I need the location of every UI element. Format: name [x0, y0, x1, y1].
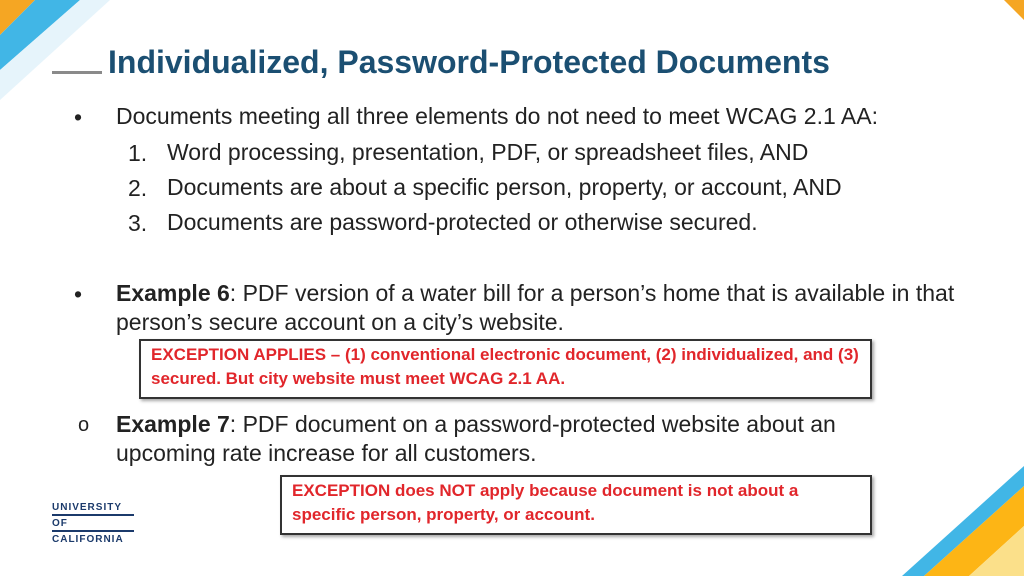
example7-bullet: o: [78, 414, 90, 436]
logo-line: CALIFORNIA: [52, 534, 124, 545]
bottom-right-corner-decoration: [874, 466, 1024, 576]
list-item: Documents are password-protected or otherwise secured.: [167, 209, 758, 235]
example6-description: : PDF version of a water bill for a person’s home that is available in that person’s secure account on a city’s website.: [116, 280, 955, 335]
list-item: Word processing, presentation, PDF, or spreadsheet files, AND: [167, 139, 809, 165]
uc-logo: [52, 503, 134, 549]
intro-text: Documents meeting all three elements do not need to meet WCAG 2.1 AA:: [116, 103, 878, 129]
example6-exception-box: EXCEPTION APPLIES – (1) conventional electronic document, (2) individualized, and (3) secured. But city website must meet WCAG 2.1 AA.: [139, 339, 872, 399]
corner-orange-shape: [1004, 0, 1024, 20]
top-right-corner-decoration: [984, 0, 1024, 40]
list-item: Documents are about a specific person, property, or account, AND: [167, 174, 842, 200]
title-rule: [52, 71, 102, 74]
example7-description: : PDF document on a password-protected website about an upcoming rate increase for all customers.: [116, 411, 836, 466]
logo-line: OF: [52, 519, 134, 532]
logo-line: UNIVERSITY: [52, 503, 134, 516]
intro-bullet: •: [74, 104, 83, 130]
example6-bullet: •: [74, 281, 83, 307]
example7-label: Example 7: [116, 411, 230, 437]
list-number: 2.: [128, 175, 148, 201]
list-number: 3.: [128, 210, 148, 236]
example7-text: [116, 410, 916, 468]
top-left-corner-decoration: [0, 0, 110, 100]
list-number: 1.: [128, 140, 148, 166]
example6-label: Example 6: [116, 280, 230, 306]
example7-exception-box: EXCEPTION does NOT apply because document is not about a specific person, property, or account.: [280, 475, 872, 535]
slide-title: Individualized, Password-Protected Documents: [108, 44, 830, 80]
example6-text: [116, 279, 966, 337]
